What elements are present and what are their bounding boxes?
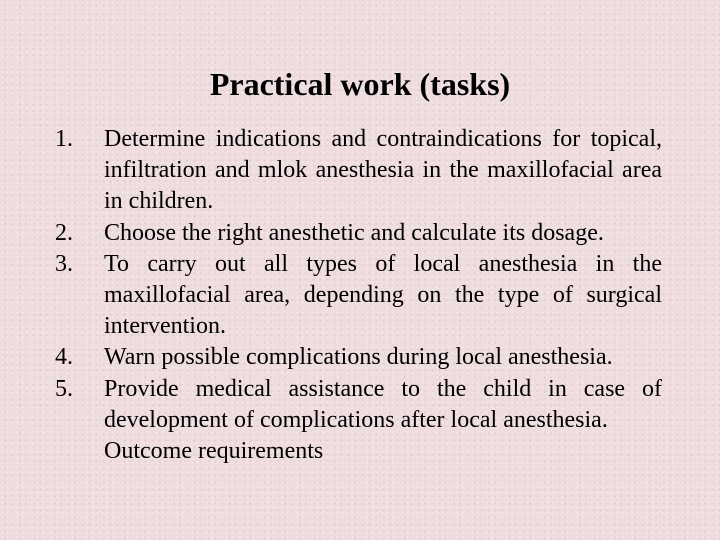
task-text: Choose the right anesthetic and calculate its dosage. bbox=[104, 219, 604, 246]
task-number: 3. bbox=[55, 250, 73, 277]
task-text: Warn possible complications during local anesthesia. bbox=[104, 344, 613, 371]
task-number: 2. bbox=[55, 219, 73, 246]
task-text: To carry out all types of local anesthesia in the maxillofacial area, depending on the type of surgical intervention. bbox=[104, 250, 662, 340]
task-item-5 bbox=[55, 374, 662, 436]
task-number: 1. bbox=[55, 126, 73, 152]
task-item-3 bbox=[55, 249, 662, 343]
task-text: Determine indications and contraindications for topical, infiltration and mlok anesthesia in the maxillofacial area in children. bbox=[104, 126, 662, 215]
task-item-2 bbox=[55, 218, 662, 249]
task-item-1 bbox=[55, 124, 662, 218]
slide-title: Practical work (tasks) bbox=[209, 66, 511, 102]
task-text: Provide medical assistance to the child in case of development of complications after local anesthesia. bbox=[104, 375, 662, 433]
task-list bbox=[55, 124, 662, 467]
task-number: 5. bbox=[55, 375, 73, 402]
task-number: 4. bbox=[55, 344, 73, 371]
task-item-4 bbox=[55, 342, 662, 373]
outcome-requirements-text: Outcome requirements bbox=[104, 438, 324, 465]
trailing-line-item bbox=[55, 436, 662, 467]
